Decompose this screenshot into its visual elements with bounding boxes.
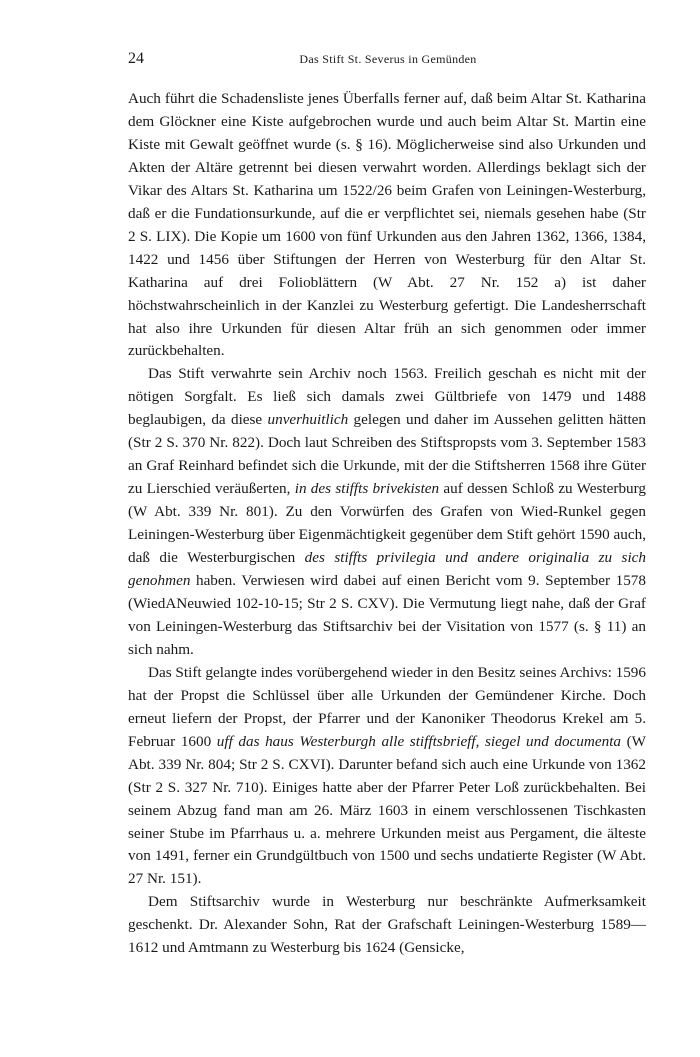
text-segment: (W Abt. 339 Nr. 804; Str 2 S. CXVI). Darunter befand sich auch eine Urkunde von 1362 (Str 2 S. 327 Nr. 710). Einiges hatte aber der Pfarrer Peter Loß zurückbehalten. Bei seinem Abzug fand man am 26. März 1603 in einem verschlossenen Tischkasten seiner Stube im Pfarrhaus u. a. mehrere Urkunden meist aus Pergament, die älteste von 1491, ferner ein Grundgültbuch von 1500 und sechs undatierte Register (W Abt. 27 Nr. 151).	[128, 732, 646, 888]
running-title: Das Stift St. Severus in Gemünden	[299, 52, 477, 66]
text-segment: auf dessen Schloß zu Westerburg (W Abt. 339 Nr. 801). Zu den Vorwürfen des Grafen von Wied-Runkel gegen Leiningen-Westerburg über Eigenmächtigkeit gegenüber dem Stift gehört 1590 auch, daß die Westerburgischen	[128, 480, 647, 567]
paragraph-4	[128, 891, 646, 960]
paragraph-2	[128, 363, 646, 661]
text-segment: Das Stift verwahrte sein Archiv noch 1563. Freilich geschah es nicht mit der nötigen Sorgfalt. Es ließ sich damals zwei Gültbriefe von 1479 und 1488 beglaubigen, da diese	[128, 365, 646, 429]
text-segment: Dem Stiftsarchiv wurde in Westerburg nur beschränkte Aufmerksamkeit geschenkt. Dr. Alexander Sohn, Rat der Grafschaft Leiningen-Westerburg 1589—1612 und Amtmann zu Westerburg bis 1624 (Gensicke,	[128, 893, 646, 957]
text-segment: Das Stift gelangte indes vorübergehend wieder in den Besitz seines Archivs: 1596 hat der Propst die Schlüssel über alle Urkunden der Gemündener Kirche. Doch erneut liefern der Propst, der Pfarrer und der Kanoniker Theodorus Krekel am 5. Februar 1600	[128, 663, 646, 750]
page-number: 24	[128, 50, 144, 67]
body-text	[128, 88, 646, 960]
paragraph-3	[128, 662, 646, 892]
page-header	[128, 50, 648, 74]
quotation-segment: uff das haus Westerburgh alle stifftsbrieff, siegel und documenta	[216, 732, 622, 750]
text-segment: Auch führt die Schadensliste jenes Überfalls ferner auf, daß beim Altar St. Katharina dem Glöckner eine Kiste aufgebrochen wurde und auch beim Altar St. Martin eine Kiste mit Gewalt geöffnet wurde (s. § 16). Möglicherweise sind also Urkunden und Akten der Altäre getrennt bei diesen verwahrt worden. Allerdings beklagt sich der Vikar des Altars St. Katharina um 1522/26 beim Grafen von Leiningen-Westerburg, daß er die Fundationsurkunde, auf die er verpflichtet sei, niemals gesehen habe (Str 2 S. LIX). Die Kopie um 1600 von fünf Urkunden aus den Jahren 1362, 1366, 1384, 1422 und 1456 über Stiftungen der Herren von Westerburg für den Altar St. Katharina auf drei Folioblättern (W Abt. 27 Nr. 152 a) ist daher höchstwahrscheinlich in der Kanzlei zu Westerburg gefertigt. Die Landesherrschaft hat also ihre Urkunden für diesen Altar früh an sich genommen oder immer zurückbehalten.	[128, 90, 646, 360]
text-segment: haben. Verwiesen wird dabei auf einen Bericht vom 9. September 1578 (WiedANeuwied 102-10-15; Str 2 S. CXV). Die Vermutung liegt nahe, daß der Graf von Leiningen-Westerburg das Stiftsarchiv bei der Visitation von 1577 (s. § 11) an sich nahm.	[128, 572, 646, 658]
paragraph-1	[128, 88, 646, 363]
quotation-segment: in des stiffts brivekisten	[294, 480, 440, 498]
text-segment: gelegen und daher im Aussehen gelitten hätten (Str 2 S. 370 Nr. 822). Doch laut Schreiben des Stiftspropsts vom 3. September 1583 an Graf Reinhard befindet sich die Urkunde, mit der die Stiftsherren 1568 ihre Güter zu Lierschied veräußerten,	[128, 411, 647, 498]
quotation-segment: des stiffts privilegia und andere originalia zu sich genohmen	[128, 549, 646, 590]
quotation-segment: unverhuitlich	[267, 411, 349, 429]
